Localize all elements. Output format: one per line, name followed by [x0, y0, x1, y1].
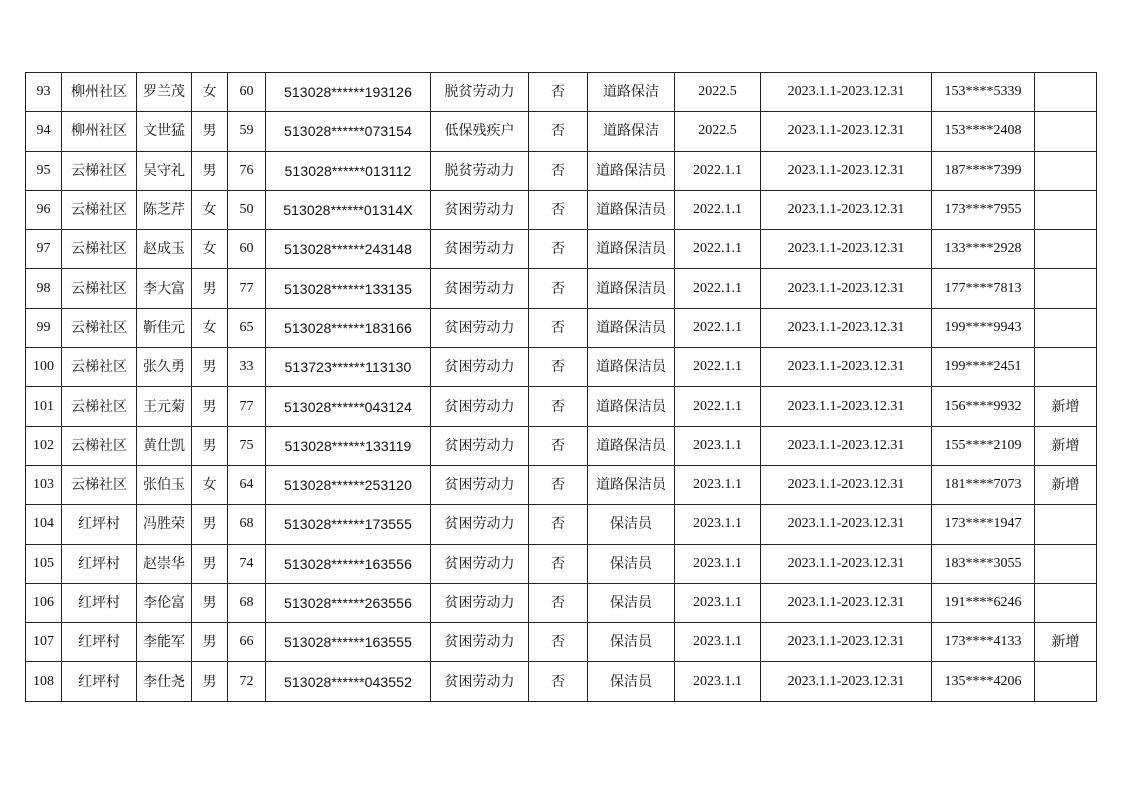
flag-cell: 否 — [529, 269, 588, 308]
name-cell: 李大富 — [137, 269, 192, 308]
phone-cell: 133****2928 — [932, 230, 1035, 269]
id-number-cell: 513028******163556 — [266, 544, 431, 583]
contract-period-cell: 2023.1.1-2023.12.31 — [761, 230, 932, 269]
community-cell: 云梯社区 — [62, 308, 137, 347]
note-cell — [1035, 505, 1097, 544]
gender-cell: 女 — [192, 465, 228, 504]
position-cell: 道路保洁 — [588, 112, 675, 151]
gender-cell: 男 — [192, 112, 228, 151]
start-date-cell: 2022.1.1 — [675, 269, 761, 308]
community-cell: 云梯社区 — [62, 151, 137, 190]
row-number-cell: 99 — [26, 308, 62, 347]
flag-cell: 否 — [529, 348, 588, 387]
contract-period-cell: 2023.1.1-2023.12.31 — [761, 623, 932, 662]
flag-cell: 否 — [529, 623, 588, 662]
age-cell: 59 — [228, 112, 266, 151]
id-number-cell: 513028******073154 — [266, 112, 431, 151]
row-number-cell: 108 — [26, 662, 62, 701]
phone-cell: 177****7813 — [932, 269, 1035, 308]
flag-cell: 否 — [529, 505, 588, 544]
contract-period-cell: 2023.1.1-2023.12.31 — [761, 583, 932, 622]
row-number-cell: 103 — [26, 465, 62, 504]
note-cell — [1035, 230, 1097, 269]
table-row — [26, 190, 1097, 229]
age-cell: 60 — [228, 73, 266, 112]
phone-cell: 173****4133 — [932, 623, 1035, 662]
community-cell: 红坪村 — [62, 623, 137, 662]
category-cell: 低保残疾户 — [431, 112, 529, 151]
gender-cell: 女 — [192, 230, 228, 269]
position-cell: 道路保洁员 — [588, 465, 675, 504]
category-cell: 贫困劳动力 — [431, 348, 529, 387]
age-cell: 66 — [228, 623, 266, 662]
start-date-cell: 2023.1.1 — [675, 583, 761, 622]
table-row — [26, 544, 1097, 583]
category-cell: 贫困劳动力 — [431, 662, 529, 701]
phone-cell: 153****2408 — [932, 112, 1035, 151]
note-cell: 新增 — [1035, 623, 1097, 662]
table-row — [26, 623, 1097, 662]
start-date-cell: 2022.1.1 — [675, 230, 761, 269]
id-number-cell: 513028******193126 — [266, 73, 431, 112]
name-cell: 靳佳元 — [137, 308, 192, 347]
id-number-cell: 513028******013112 — [266, 151, 431, 190]
age-cell: 33 — [228, 348, 266, 387]
category-cell: 贫困劳动力 — [431, 190, 529, 229]
row-number-cell: 96 — [26, 190, 62, 229]
age-cell: 68 — [228, 505, 266, 544]
category-cell: 贫困劳动力 — [431, 544, 529, 583]
row-number-cell: 95 — [26, 151, 62, 190]
contract-period-cell: 2023.1.1-2023.12.31 — [761, 269, 932, 308]
start-date-cell: 2022.1.1 — [675, 308, 761, 347]
note-cell — [1035, 544, 1097, 583]
row-number-cell: 98 — [26, 269, 62, 308]
flag-cell: 否 — [529, 112, 588, 151]
name-cell: 黄仕凯 — [137, 426, 192, 465]
name-cell: 吴守礼 — [137, 151, 192, 190]
name-cell: 李仕尧 — [137, 662, 192, 701]
table-row — [26, 112, 1097, 151]
table-row — [26, 308, 1097, 347]
phone-cell: 199****9943 — [932, 308, 1035, 347]
gender-cell: 男 — [192, 544, 228, 583]
phone-cell: 191****6246 — [932, 583, 1035, 622]
age-cell: 77 — [228, 269, 266, 308]
table-row — [26, 662, 1097, 701]
id-number-cell: 513028******043124 — [266, 387, 431, 426]
start-date-cell: 2022.5 — [675, 73, 761, 112]
position-cell: 道路保洁员 — [588, 230, 675, 269]
start-date-cell: 2023.1.1 — [675, 623, 761, 662]
row-number-cell: 97 — [26, 230, 62, 269]
age-cell: 72 — [228, 662, 266, 701]
table-body — [26, 73, 1097, 702]
position-cell: 保洁员 — [588, 662, 675, 701]
gender-cell: 男 — [192, 583, 228, 622]
phone-cell: 181****7073 — [932, 465, 1035, 504]
flag-cell: 否 — [529, 230, 588, 269]
phone-cell: 156****9932 — [932, 387, 1035, 426]
position-cell: 道路保洁员 — [588, 269, 675, 308]
table-row — [26, 269, 1097, 308]
table-row — [26, 348, 1097, 387]
gender-cell: 男 — [192, 269, 228, 308]
contract-period-cell: 2023.1.1-2023.12.31 — [761, 112, 932, 151]
name-cell: 冯胜荣 — [137, 505, 192, 544]
contract-period-cell: 2023.1.1-2023.12.31 — [761, 465, 932, 504]
row-number-cell: 101 — [26, 387, 62, 426]
community-cell: 云梯社区 — [62, 230, 137, 269]
row-number-cell: 107 — [26, 623, 62, 662]
personnel-table — [25, 72, 1097, 702]
gender-cell: 男 — [192, 348, 228, 387]
position-cell: 道路保洁员 — [588, 387, 675, 426]
gender-cell: 女 — [192, 190, 228, 229]
flag-cell: 否 — [529, 544, 588, 583]
start-date-cell: 2023.1.1 — [675, 465, 761, 504]
id-number-cell: 513028******133119 — [266, 426, 431, 465]
start-date-cell: 2023.1.1 — [675, 662, 761, 701]
start-date-cell: 2022.1.1 — [675, 151, 761, 190]
phone-cell: 153****5339 — [932, 73, 1035, 112]
community-cell: 云梯社区 — [62, 269, 137, 308]
phone-cell: 183****3055 — [932, 544, 1035, 583]
category-cell: 贫困劳动力 — [431, 426, 529, 465]
category-cell: 贫困劳动力 — [431, 465, 529, 504]
contract-period-cell: 2023.1.1-2023.12.31 — [761, 308, 932, 347]
community-cell: 红坪村 — [62, 662, 137, 701]
position-cell: 保洁员 — [588, 623, 675, 662]
position-cell: 道路保洁员 — [588, 190, 675, 229]
id-number-cell: 513028******173555 — [266, 505, 431, 544]
note-cell — [1035, 662, 1097, 701]
start-date-cell: 2023.1.1 — [675, 505, 761, 544]
age-cell: 74 — [228, 544, 266, 583]
gender-cell: 男 — [192, 505, 228, 544]
note-cell: 新增 — [1035, 387, 1097, 426]
position-cell: 保洁员 — [588, 505, 675, 544]
name-cell: 李能军 — [137, 623, 192, 662]
flag-cell: 否 — [529, 73, 588, 112]
start-date-cell: 2022.1.1 — [675, 190, 761, 229]
age-cell: 68 — [228, 583, 266, 622]
table-row — [26, 426, 1097, 465]
age-cell: 77 — [228, 387, 266, 426]
start-date-cell: 2022.1.1 — [675, 387, 761, 426]
position-cell: 道路保洁员 — [588, 151, 675, 190]
name-cell: 张伯玉 — [137, 465, 192, 504]
table-row — [26, 73, 1097, 112]
flag-cell: 否 — [529, 190, 588, 229]
community-cell: 云梯社区 — [62, 426, 137, 465]
community-cell: 云梯社区 — [62, 190, 137, 229]
row-number-cell: 106 — [26, 583, 62, 622]
category-cell: 贫困劳动力 — [431, 230, 529, 269]
flag-cell: 否 — [529, 583, 588, 622]
flag-cell: 否 — [529, 308, 588, 347]
community-cell: 柳州社区 — [62, 112, 137, 151]
id-number-cell: 513028******183166 — [266, 308, 431, 347]
name-cell: 罗兰茂 — [137, 73, 192, 112]
note-cell — [1035, 583, 1097, 622]
position-cell: 保洁员 — [588, 544, 675, 583]
position-cell: 道路保洁 — [588, 73, 675, 112]
age-cell: 60 — [228, 230, 266, 269]
category-cell: 贫困劳动力 — [431, 269, 529, 308]
name-cell: 文世猛 — [137, 112, 192, 151]
id-number-cell: 513028******133135 — [266, 269, 431, 308]
row-number-cell: 93 — [26, 73, 62, 112]
category-cell: 脱贫劳动力 — [431, 73, 529, 112]
contract-period-cell: 2023.1.1-2023.12.31 — [761, 662, 932, 701]
contract-period-cell: 2023.1.1-2023.12.31 — [761, 190, 932, 229]
gender-cell: 女 — [192, 308, 228, 347]
flag-cell: 否 — [529, 465, 588, 504]
table-row — [26, 505, 1097, 544]
position-cell: 保洁员 — [588, 583, 675, 622]
name-cell: 李伦富 — [137, 583, 192, 622]
contract-period-cell: 2023.1.1-2023.12.31 — [761, 426, 932, 465]
name-cell: 张久勇 — [137, 348, 192, 387]
age-cell: 64 — [228, 465, 266, 504]
id-number-cell: 513028******243148 — [266, 230, 431, 269]
category-cell: 贫困劳动力 — [431, 583, 529, 622]
table-row — [26, 465, 1097, 504]
note-cell — [1035, 73, 1097, 112]
flag-cell: 否 — [529, 662, 588, 701]
start-date-cell: 2023.1.1 — [675, 544, 761, 583]
phone-cell: 135****4206 — [932, 662, 1035, 701]
table-row — [26, 387, 1097, 426]
category-cell: 贫困劳动力 — [431, 387, 529, 426]
row-number-cell: 104 — [26, 505, 62, 544]
community-cell: 红坪村 — [62, 544, 137, 583]
contract-period-cell: 2023.1.1-2023.12.31 — [761, 73, 932, 112]
category-cell: 贫困劳动力 — [431, 623, 529, 662]
phone-cell: 173****7955 — [932, 190, 1035, 229]
name-cell: 赵崇华 — [137, 544, 192, 583]
gender-cell: 女 — [192, 73, 228, 112]
table-row — [26, 151, 1097, 190]
table-row — [26, 230, 1097, 269]
name-cell: 赵成玉 — [137, 230, 192, 269]
note-cell — [1035, 151, 1097, 190]
position-cell: 道路保洁员 — [588, 308, 675, 347]
row-number-cell: 105 — [26, 544, 62, 583]
note-cell — [1035, 308, 1097, 347]
age-cell: 76 — [228, 151, 266, 190]
start-date-cell: 2022.1.1 — [675, 348, 761, 387]
contract-period-cell: 2023.1.1-2023.12.31 — [761, 544, 932, 583]
row-number-cell: 94 — [26, 112, 62, 151]
age-cell: 75 — [228, 426, 266, 465]
note-cell: 新增 — [1035, 465, 1097, 504]
id-number-cell: 513028******163555 — [266, 623, 431, 662]
start-date-cell: 2023.1.1 — [675, 426, 761, 465]
name-cell: 王元菊 — [137, 387, 192, 426]
age-cell: 50 — [228, 190, 266, 229]
gender-cell: 男 — [192, 426, 228, 465]
category-cell: 脱贫劳动力 — [431, 151, 529, 190]
flag-cell: 否 — [529, 426, 588, 465]
note-cell — [1035, 112, 1097, 151]
row-number-cell: 100 — [26, 348, 62, 387]
name-cell: 陈芝芹 — [137, 190, 192, 229]
phone-cell: 199****2451 — [932, 348, 1035, 387]
gender-cell: 男 — [192, 662, 228, 701]
row-number-cell: 102 — [26, 426, 62, 465]
gender-cell: 男 — [192, 387, 228, 426]
id-number-cell: 513723******113130 — [266, 348, 431, 387]
id-number-cell: 513028******043552 — [266, 662, 431, 701]
note-cell — [1035, 269, 1097, 308]
contract-period-cell: 2023.1.1-2023.12.31 — [761, 505, 932, 544]
phone-cell: 155****2109 — [932, 426, 1035, 465]
position-cell: 道路保洁员 — [588, 348, 675, 387]
gender-cell: 男 — [192, 623, 228, 662]
note-cell — [1035, 348, 1097, 387]
id-number-cell: 513028******263556 — [266, 583, 431, 622]
note-cell: 新增 — [1035, 426, 1097, 465]
gender-cell: 男 — [192, 151, 228, 190]
phone-cell: 187****7399 — [932, 151, 1035, 190]
flag-cell: 否 — [529, 151, 588, 190]
contract-period-cell: 2023.1.1-2023.12.31 — [761, 151, 932, 190]
table-row — [26, 583, 1097, 622]
flag-cell: 否 — [529, 387, 588, 426]
category-cell: 贫困劳动力 — [431, 308, 529, 347]
note-cell — [1035, 190, 1097, 229]
id-number-cell: 513028******01314X — [266, 190, 431, 229]
contract-period-cell: 2023.1.1-2023.12.31 — [761, 387, 932, 426]
contract-period-cell: 2023.1.1-2023.12.31 — [761, 348, 932, 387]
community-cell: 云梯社区 — [62, 387, 137, 426]
id-number-cell: 513028******253120 — [266, 465, 431, 504]
category-cell: 贫困劳动力 — [431, 505, 529, 544]
phone-cell: 173****1947 — [932, 505, 1035, 544]
age-cell: 65 — [228, 308, 266, 347]
community-cell: 柳州社区 — [62, 73, 137, 112]
community-cell: 云梯社区 — [62, 348, 137, 387]
position-cell: 道路保洁员 — [588, 426, 675, 465]
community-cell: 红坪村 — [62, 505, 137, 544]
start-date-cell: 2022.5 — [675, 112, 761, 151]
community-cell: 云梯社区 — [62, 465, 137, 504]
community-cell: 红坪村 — [62, 583, 137, 622]
